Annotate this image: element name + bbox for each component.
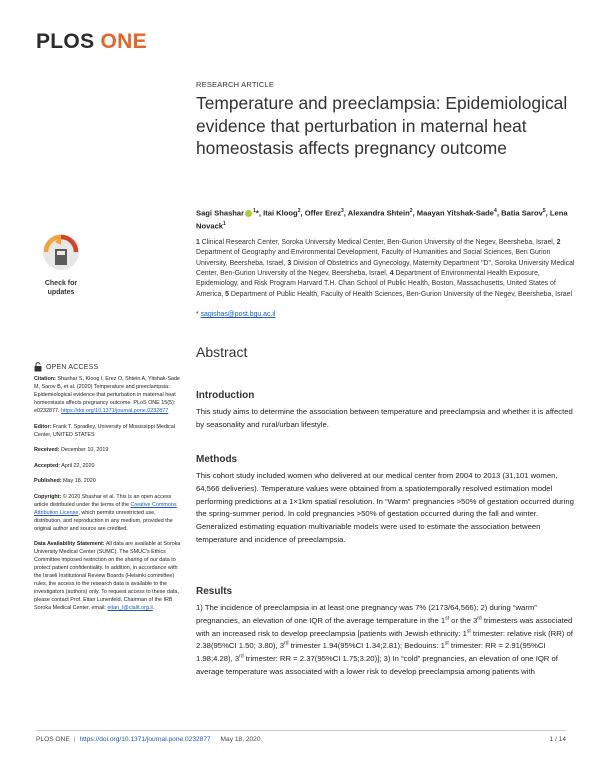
affiliation-number: 5 bbox=[225, 290, 229, 298]
affiliation-text: Department of Public Health, Faculty of Health Sciences, Ben-Gurion University of the Negev, Beersheba, Israel bbox=[230, 290, 572, 298]
author-list bbox=[196, 206, 576, 231]
article-type: RESEARCH ARTICLE bbox=[196, 80, 275, 89]
results-heading: Results bbox=[196, 586, 233, 597]
author-separator: *, bbox=[255, 208, 264, 218]
affiliation-number: 2 bbox=[556, 239, 561, 246]
corresponding-author: * sagishas@post.bgu.ac.il bbox=[196, 311, 276, 318]
check-for-updates-badge[interactable]: Check for updates bbox=[34, 232, 88, 297]
author-name[interactable]: Alexandra Shtein bbox=[347, 208, 410, 218]
author-name[interactable]: Batia Sarov bbox=[501, 208, 543, 218]
author-separator: , bbox=[300, 208, 305, 218]
author-name[interactable]: Maayan Yitshak-Sade bbox=[416, 208, 495, 218]
abstract-heading: Abstract bbox=[196, 344, 248, 360]
orcid-icon[interactable] bbox=[245, 210, 252, 217]
footer-doi-link[interactable]: https://doi.org/10.1371/journal.pone.0232877 bbox=[79, 736, 211, 743]
open-access-label: OPEN ACCESS bbox=[34, 362, 98, 372]
author-affiliation-number: 3 bbox=[341, 208, 344, 214]
page-number: 1 / 14 bbox=[549, 736, 566, 743]
affiliation-text: Clinical Research Center, Soroka University Medical Center, Ben-Gurion University of the Negev, Beersheba, Israel, bbox=[201, 239, 555, 246]
introduction-heading: Introduction bbox=[196, 390, 255, 401]
received-date: Received: December 10, 2019 bbox=[34, 447, 109, 453]
affiliations bbox=[196, 238, 578, 300]
author-affiliation-number: 5 bbox=[542, 208, 546, 214]
data-contact-email-link[interactable]: eitan_l@clalit.org.il bbox=[107, 605, 153, 611]
journal-logo: PLOS ONE bbox=[36, 30, 147, 53]
affiliation-text: Division of Obstetrics and Gynecology, Maternity Department "D", Soroka University Medical Center, Ben-Gurion University of the Negev, Beersheba, Israel, bbox=[196, 259, 575, 278]
methods-heading: Methods bbox=[196, 454, 238, 465]
author-name[interactable]: Offer Erez bbox=[304, 208, 341, 218]
author-separator: , bbox=[496, 208, 502, 218]
author-affiliation-number: 4 bbox=[494, 208, 497, 214]
author-name[interactable]: Sagi Shashar bbox=[196, 208, 245, 218]
editor: Editor: Frank T. Spradley, University of Mississippi Medical Center, UNITED STATES bbox=[34, 423, 175, 438]
article-title: Temperature and preeclampsia: Epidemiological evidence that perturbation in maternal heat homeostasis affects pregnancy outcome bbox=[196, 93, 568, 158]
author-affiliation-number: 1 bbox=[253, 208, 256, 214]
introduction-text: This study aims to determine the association between temperature and preeclampsia and whether it is affected by seasonality and rural/urban lifestyle. bbox=[196, 407, 573, 429]
author-separator: , bbox=[545, 208, 550, 218]
author-separator: , bbox=[343, 208, 348, 218]
author-affiliation-number: 2 bbox=[409, 208, 413, 214]
author-affiliation-number: 1 bbox=[223, 220, 226, 227]
methods-text: This cohort study included women who delivered at our medical center from 2004 to 2013 (31,101 women, 64,566 deliveries). Temperature values were obtained from a spatiotemporally resolved estimation model performing predictions at a 1×1km spatial resolution. In “Warm” pregnancies >50% of gestation occurred during the spring-summer period. In cold pregnancies >50% of gestation occurred during the fall and winter. Generalized estimating equation multivariable models were used to estimate the association between temperature and incidence of preeclampsia. bbox=[196, 471, 574, 544]
author-name[interactable]: Itai Kloog bbox=[263, 208, 298, 218]
data-availability: Data Availability Statement: All data are available at Soroka University Medical Center (SUMC). The SMUC's Ethics Committee imposed restriction on the sharing of our data to protect patient confidentiality. In addition, in accordance with the Israeli Institutional Review Boards (Helsinki committee) rules, the access to the research data is available to the investigators (authors) only. To request access to these data, please contact Prof. Eitan Lunenfeld, Chairman of the IRB Soroka Medical Center, email: eitan_l@clalit.org.il. bbox=[34, 541, 181, 611]
published-date: Published: May 18, 2020 bbox=[34, 478, 96, 484]
citation-doi-link[interactable]: https://doi.org/10.1371/journal.pone.0232877 bbox=[60, 408, 169, 414]
license-link[interactable]: Creative Commons Attribution License bbox=[34, 501, 177, 516]
article-metadata-sidebar bbox=[34, 375, 184, 620]
accepted-date: Accepted: April 22, 2020 bbox=[34, 462, 95, 469]
author-affiliation-number: 2 bbox=[297, 208, 301, 214]
affiliation-text: Department of Environmental Health Exposure, Epidemiology, and Risk Program Harvard T.H. Chan School of Public Health, Boston, Massachusetts, United States of America, bbox=[196, 270, 556, 298]
copyright: Copyright: © 2020 Shashar et al. This is an open access article distributed under the terms of the Creative Commons Attribution License, which permits unrestricted use, distribution, and reproduction in any medium, provided the original author and source are credited. bbox=[34, 493, 177, 532]
page-footer: PLOS ONE | https://doi.org/10.1371/journal.pone.0232877 May 18, 2020 bbox=[36, 736, 261, 743]
author-name[interactable]: Lena Novack bbox=[196, 208, 568, 231]
affiliation-number: 1 bbox=[196, 239, 200, 246]
results-text: 1) The incidence of preeclampsia in at least one pregnancy was 7% (2173/64,566); 2) during “warm” pregnancies, an elevation of one IQR of the average temperature in the 1st or the 3rd trimesters was associated with an increased risk to develop preeclampsia [patients with Jewish ethnicity: 1st trimester: relative risk (RR) of 2.38(95%CI 1.50; 3.80), 3rd trimester 1.94(95%CI 1.34;2.81); Bedouins: 1st trimester: RR = 2.91(95%CI 1.98;4.28), 3rd trimester: RR = 2.37(95%CI 1.75;3.20)]; 3) In “cold” pregnancies, an elevation of one IQR of average temperature was associated with a lower risk to develop preeclampsia among patients with bbox=[196, 603, 573, 676]
open-lock-icon bbox=[34, 362, 42, 372]
citation: Citation: Shashar S, Kloog I, Erez O, Shtein A, Yitshak-Sade M, Sarov B, et al. (2020) Temperature and preeclampsia: Epidemiological evidence that perturbation in maternal heat homeostasis affects pregnancy outcome. PLoS ONE 15(5): e0232877. https://doi.org/10.1371/journal.pone.0232877 bbox=[34, 376, 180, 414]
affiliation-text: Department of Geography and Environmental Development, Faculty of Humanities and Social Sciences, Ben Gurion University, Beersheba, Israel, bbox=[196, 249, 551, 267]
footer-divider bbox=[36, 730, 566, 731]
affiliation-number: 4 bbox=[389, 270, 394, 278]
corresponding-email-link[interactable]: sagishas@post.bgu.ac.il bbox=[200, 311, 276, 318]
author-separator: , bbox=[412, 208, 417, 218]
affiliation-number: 3 bbox=[287, 259, 292, 267]
check-for-updates-icon bbox=[34, 232, 88, 272]
